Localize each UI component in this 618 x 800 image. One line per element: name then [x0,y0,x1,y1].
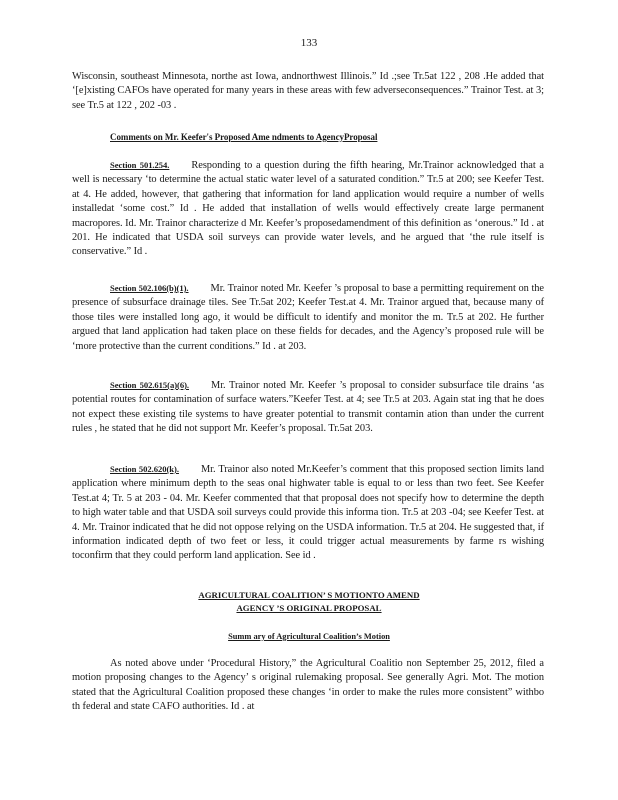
section-label: Section 502.106(b)(1). [110,283,189,293]
intro-paragraph: Wisconsin, southeast Minnesota, northe ast Iowa, andnorthwest Illinois.” Id .;see Tr.5at 122 , 208 .He added that ‘[e]xisting CAFOs have operated for many years in these areas with few adverseconsequences.” Trainor Test. at 3; see Tr.5 at 122 , 202 -03 . [72,71,544,111]
section-502-615 [72,378,544,437]
summary-heading: Summ ary of Agricultural Coalition’s Motion [228,632,390,641]
section-text: Mr. Trainor noted Mr. Keefer ’s proposal to base a permitting requirement on the presence of subsurface drainage tiles. See Tr.5at 202; Keefer Test.at 4. Mr. Trainor argued that, because many of those tiles were installed long ago, it would be difficult to identify and monitor the m. Tr.5 at 202. He further argued that land application had taken place on these fields for decades, and the Agency’s proposed rule will be ‘more protective than the current conditions.” Id . at 203. [72,283,544,352]
comments-heading: Comments on Mr. Keefer's Proposed Ame ndments to AgencyProposal [110,132,378,142]
section-text: Mr. Trainor also noted Mr.Keefer’s comment that this proposed section limits land application where minimum depth to the seas onal highwater table is equal to or less than two feet. See Keefer Test.at 4; Tr. 5 at 203 - 04. Mr. Keefer commented that that proposal does not specify how to determine the depth to high water table and that USDA soil surveys could provide this informa tion. Tr.5 at 203 -04; see Keefer Test. at 4. Mr. Trainor indicated that he did not oppose relying on the USDA information. Tr.5 at 204. He suggested that, if information indicated depth of two feet or less, it could trigger actual measurements by farme rs wishing toconfirm that they could perform land application. See id . [72,464,544,562]
section-label: Section 501.254. [110,160,170,170]
section-501-254 [72,158,544,260]
section-text: Responding to a question during the fifth hearing, Mr.Trainor acknowledged that a well is necessary ‘to determine the actual static water level of a saturated condition.” Tr.5 at 200; see Keefer Test. at 4. He added, however, that gathering that information for land application would require a number of wells installedat ‘some cost.” Id . He added that installation of wells would effectively create large permanent macropores. Id. Mr. Trainor characterize d Mr. Keefer’s proposedamendment of this definition as ‘onerous.” Id . at 201. He indicated that USDA soil surveys can provide water levels, and he argued that ‘the rule itself is conservative.” Id . [72,160,544,258]
motion-heading-line2: AGENCY ’S ORIGINAL PROPOSAL [236,603,382,613]
page-number: 133 [300,37,318,49]
section-502-620 [72,462,544,564]
section-label: Section 502.615(a)(6). [110,380,189,390]
summary-paragraph: As noted above under ‘Procedural History,” the Agricultural Coalitio non September 25, 2012, filed a motion proposing changes to the Agency’ s original rulemaking proposal. See generally Agri. Mot. The motion stated that the Agricultural Coalition proposed these changes ‘in order to make the rules more consistent” withbo th federal and state CAFO authorities. Id . at [72,658,544,713]
section-text: Mr. Trainor noted Mr. Keefer ’s proposal to consider subsurface tile drains ‘as potential routes for contamination of surface waters.”Keefer Test. at 4; see Tr.5 at 203. Again stat ing that he does not expect these existing tile systems to have greater potential to transmit contamin ation than under the current rules , he stated that he did not support Mr. Keefer’s proposal. Tr.5at 203. [72,380,544,435]
section-502-106 [72,281,544,354]
section-label: Section 502.620(k). [110,464,179,474]
motion-heading-line1: AGRICULTURAL COALITION’ S MOTIONTO AMEND [198,590,420,600]
